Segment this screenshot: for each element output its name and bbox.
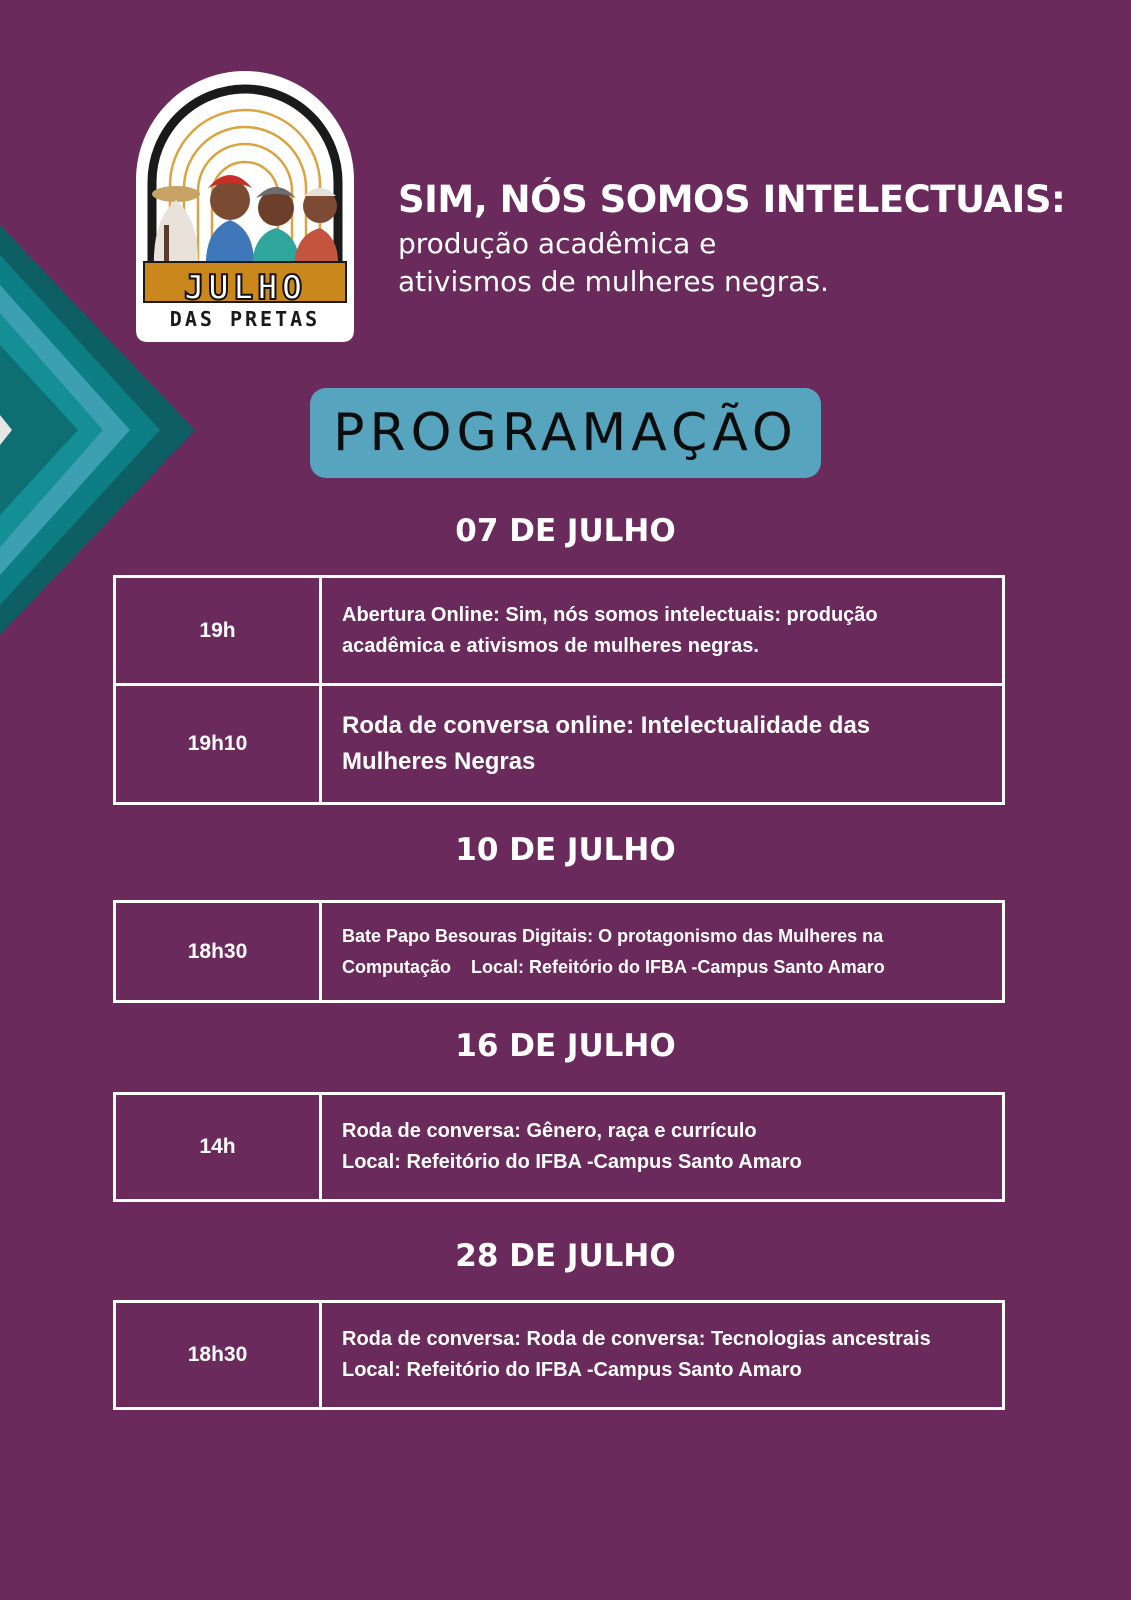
event-description-line: Abertura Online: Sim, nós somos intelectuais: produção: [342, 603, 878, 626]
event-time: 14h: [116, 1095, 322, 1199]
headline-title: SIM, NÓS SOMOS INTELECTUAIS:: [398, 178, 1066, 221]
table-row: [116, 903, 1002, 1000]
programacao-badge: PROGRAMAÇÃO: [310, 388, 821, 478]
day-heading-16: 16 DE JULHO: [455, 1028, 676, 1064]
event-description-line: Roda de conversa: Roda de conversa: Tecnologias ancestrais: [342, 1328, 931, 1350]
event-description-line: Roda de conversa online: Intelectualidade das: [342, 712, 871, 739]
schedule-table-10: [113, 900, 1005, 1003]
event-description: [322, 1303, 1002, 1407]
headline-subtitle-line-1: produção acadêmica e: [398, 227, 717, 260]
schedule-table-16: [113, 1092, 1005, 1202]
schedule-table-07: [113, 575, 1005, 805]
event-description-line: Bate Papo Besouras Digitais: O protagonismo das Mulheres na: [342, 925, 884, 946]
event-description: [322, 578, 1002, 683]
schedule-table-28: [113, 1300, 1005, 1410]
event-description-line: Mulheres Negras: [342, 748, 536, 775]
event-time: 18h30: [116, 1303, 322, 1407]
event-time: 19h10: [116, 686, 322, 802]
day-heading-10: 10 DE JULHO: [455, 832, 676, 868]
event-description-line: Local: Refeitório do IFBA -Campus Santo Amaro: [342, 1151, 802, 1173]
event-time: 18h30: [116, 903, 322, 1000]
event-description-line: Roda de conversa: Gênero, raça e currículo: [342, 1120, 757, 1142]
headline-subtitle-line-2: ativismos de mulheres negras.: [398, 265, 829, 298]
event-description: [322, 686, 1002, 802]
event-time: 19h: [116, 578, 322, 683]
logo-text-das-pretas: DAS PRETAS: [169, 307, 321, 331]
logo-text-julho: JULHO: [183, 268, 307, 308]
day-heading-28: 28 DE JULHO: [455, 1238, 676, 1274]
table-row: [116, 578, 1002, 686]
event-description: [322, 903, 1002, 1000]
headline: [398, 175, 1118, 301]
event-description-line: Local: Refeitório do IFBA -Campus Santo Amaro: [342, 1359, 802, 1381]
event-description-line: Computação Local: Refeitório do IFBA -Campus Santo Amaro: [342, 956, 885, 977]
table-row: [116, 1303, 1002, 1407]
day-heading-07: 07 DE JULHO: [455, 513, 676, 549]
event-description: [322, 1095, 1002, 1199]
table-row: [116, 1095, 1002, 1199]
table-row: [116, 686, 1002, 802]
event-description-line: acadêmica e ativismos de mulheres negras.: [342, 634, 759, 657]
